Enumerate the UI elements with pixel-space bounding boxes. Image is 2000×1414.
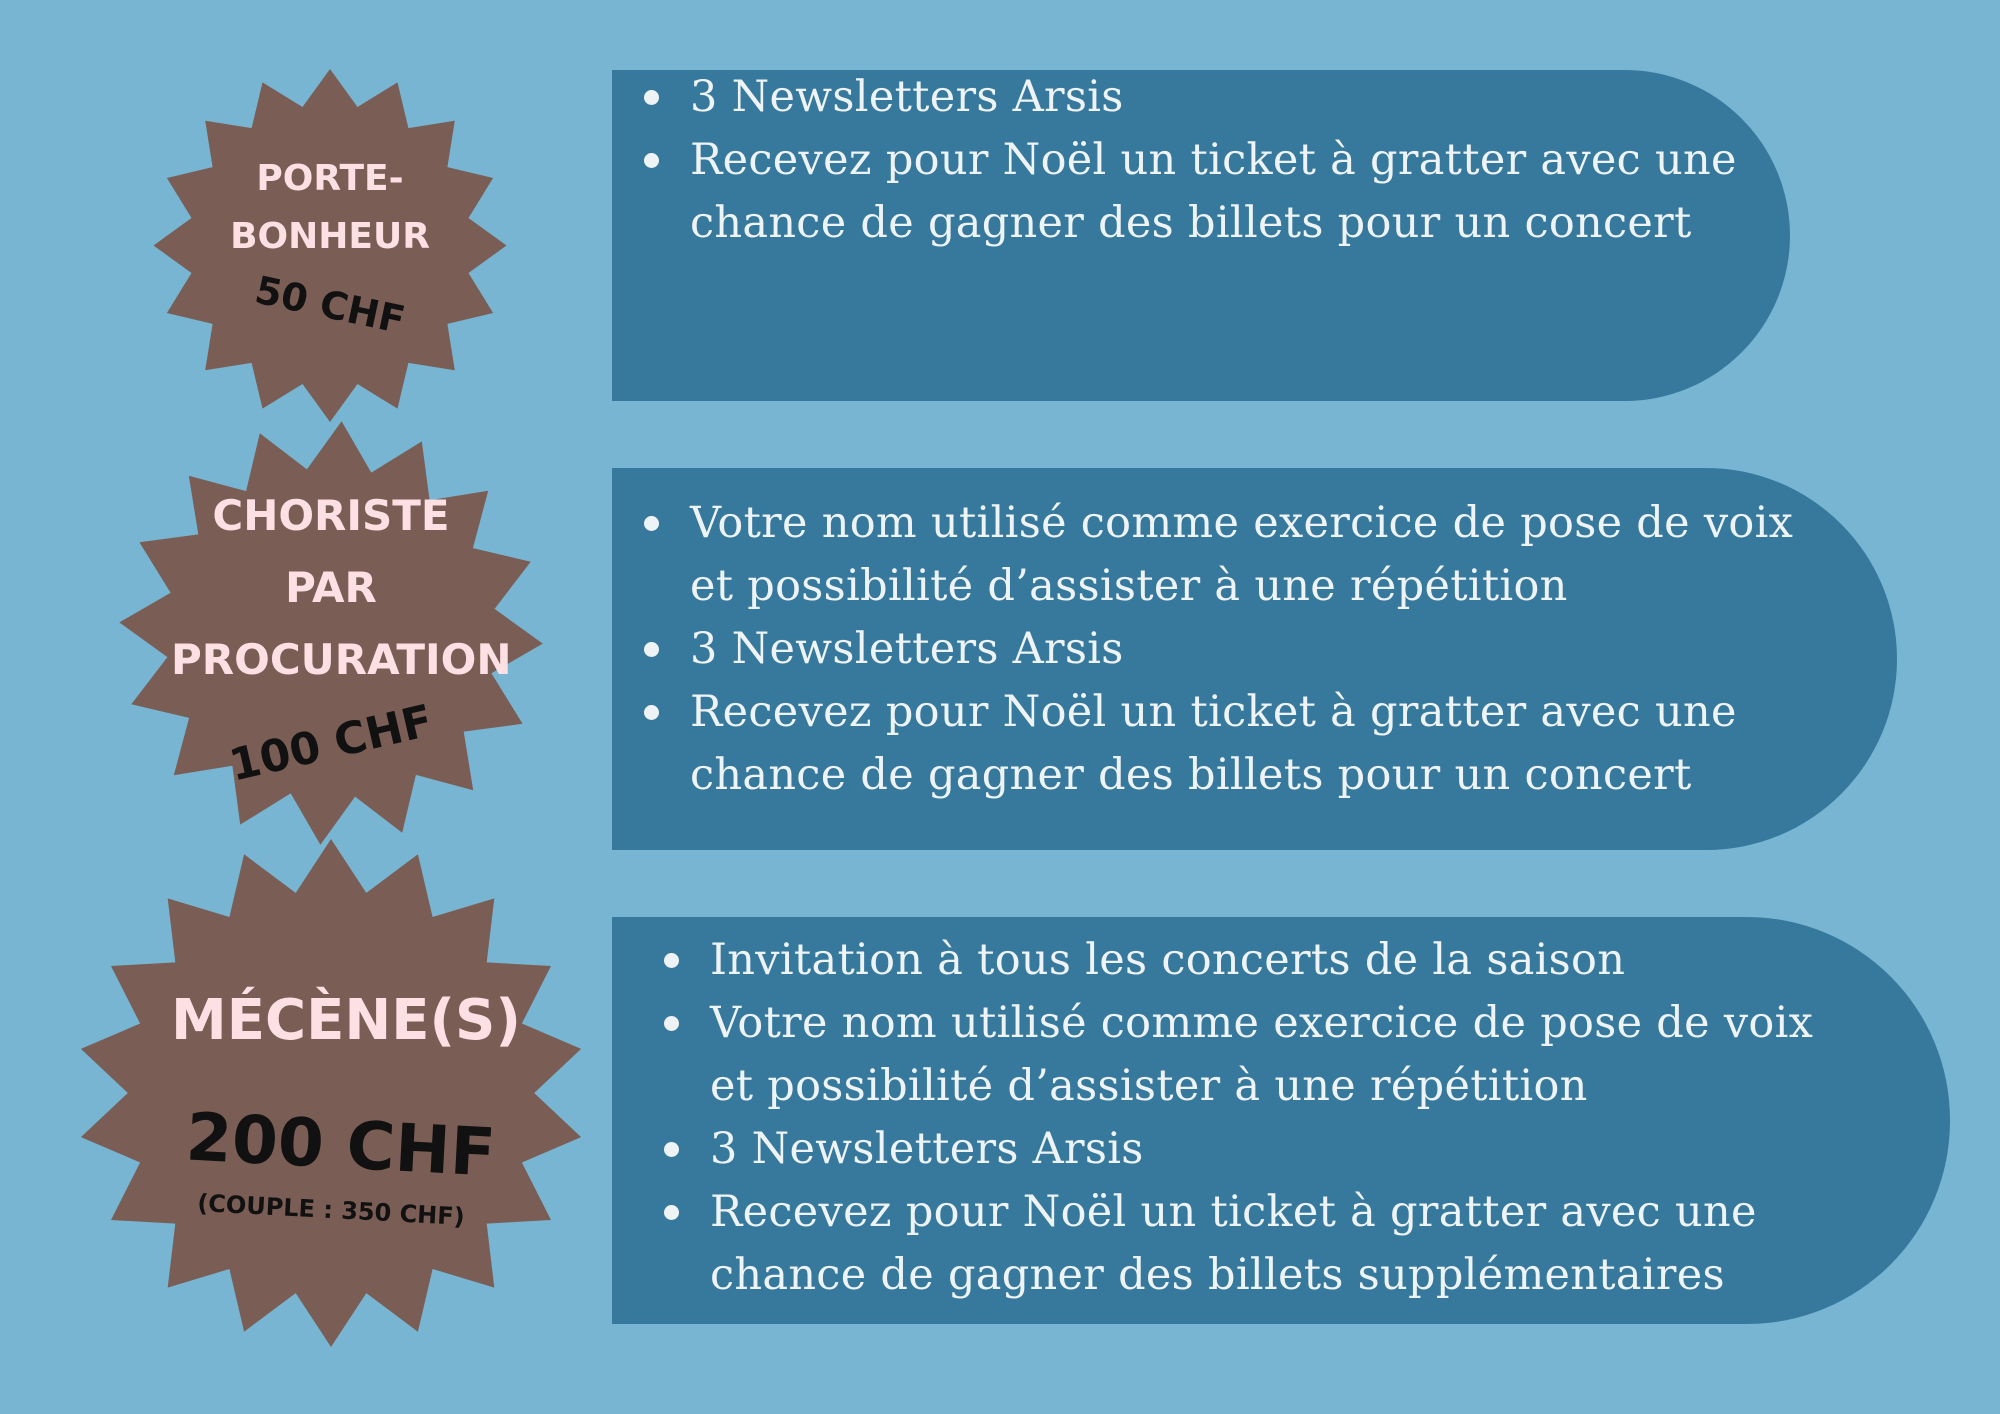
benefit-item: Votre nom utilisé comme exercice de pose de voix et possibilité d’assister à une répétition: [632, 992, 1950, 1118]
bullet-icon: [664, 1016, 679, 1031]
benefit-item: 3 Newsletters Arsis: [632, 1118, 1950, 1181]
benefit-item: Invitation à tous les concerts de la saison: [632, 929, 1950, 992]
bullet-icon: [664, 1142, 679, 1157]
benefit-item: Recevez pour Noël un ticket à gratter avec une chance de gagner des billets supplémentaires: [632, 1181, 1950, 1307]
bullet-icon: [644, 153, 659, 168]
tier-2-title: [171, 480, 512, 696]
tier-2-price: 100 CHF: [224, 695, 438, 792]
tier-3-benefits-panel: [612, 917, 1950, 1324]
tier-3-title: MÉCÈNE(S): [171, 988, 521, 1053]
tier-3-price: 200 CHF: [184, 1098, 498, 1192]
tier-2-title-line2: PAR: [285, 563, 377, 612]
tier-1-title-line2: BONHEUR: [230, 216, 430, 257]
benefit-item: Recevez pour Noël un ticket à gratter avec une chance de gagner des billets pour un concert: [612, 681, 1897, 807]
bullet-icon: [644, 516, 659, 531]
bullet-icon: [664, 1205, 679, 1220]
tier-2-benefits-panel: [612, 468, 1897, 850]
bullet-icon: [664, 953, 679, 968]
tier-2-title-line1: CHORISTE: [212, 491, 450, 540]
tier-1-benefits-panel: [612, 70, 1790, 401]
tier-1-title: [200, 150, 460, 266]
bullet-icon: [644, 705, 659, 720]
tier-2-title-line3: PROCURATION: [171, 635, 512, 684]
benefit-item: Recevez pour Noël un ticket à gratter avec une chance de gagner des billets pour un concert: [612, 129, 1790, 255]
tier-3-price-note: (COUPLE : 350 CHF): [196, 1189, 466, 1231]
tier-1-price: 50 CHF: [251, 267, 409, 343]
starburst-shape: [81, 839, 581, 1347]
tier-3-badge: [75, 838, 587, 1348]
benefit-item: Votre nom utilisé comme exercice de pose de voix et possibilité d’assister à une répétition: [612, 492, 1897, 618]
tier-1-title-line1: PORTE-: [256, 158, 404, 199]
benefit-item: 3 Newsletters Arsis: [612, 618, 1897, 681]
bullet-icon: [644, 642, 659, 657]
benefit-item: 3 Newsletters Arsis: [612, 66, 1790, 129]
bullet-icon: [644, 90, 659, 105]
